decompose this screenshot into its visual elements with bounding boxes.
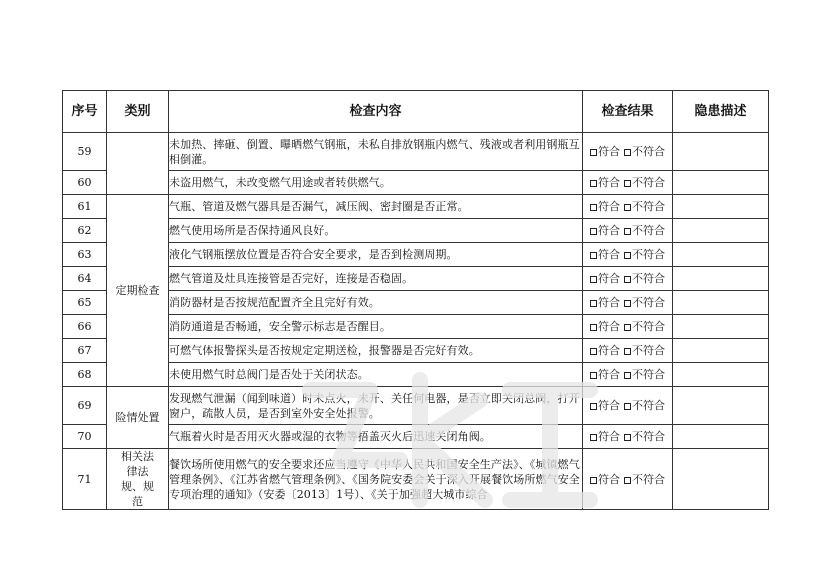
checkbox-square-icon[interactable] bbox=[590, 403, 597, 410]
checkbox-square-icon[interactable] bbox=[590, 477, 597, 484]
row-result bbox=[583, 387, 673, 425]
row-category: 相关法律法规、规范 bbox=[107, 449, 169, 510]
row-index: 66 bbox=[63, 315, 107, 339]
row-result bbox=[583, 425, 673, 449]
checkbox-fail[interactable] bbox=[624, 367, 665, 382]
table-row bbox=[63, 315, 769, 339]
checkbox-label: 不符合 bbox=[632, 224, 665, 237]
row-hazard-description[interactable] bbox=[673, 133, 769, 171]
row-hazard-description[interactable] bbox=[673, 195, 769, 219]
row-index: 60 bbox=[63, 171, 107, 195]
row-result bbox=[583, 363, 673, 387]
table-row bbox=[63, 219, 769, 243]
row-result bbox=[583, 219, 673, 243]
row-content: 燃气管道及灶具连接管是否完好，连接是否稳固。 bbox=[169, 267, 583, 291]
checkbox-square-icon[interactable] bbox=[590, 276, 597, 283]
table-row bbox=[63, 363, 769, 387]
checkbox-square-icon[interactable] bbox=[624, 403, 631, 410]
row-hazard-description[interactable] bbox=[673, 315, 769, 339]
checkbox-label: 符合 bbox=[598, 224, 620, 237]
checkbox-fail[interactable] bbox=[624, 223, 665, 238]
checkbox-label: 符合 bbox=[598, 296, 620, 309]
row-hazard-description[interactable] bbox=[673, 267, 769, 291]
row-index: 64 bbox=[63, 267, 107, 291]
row-hazard-description[interactable] bbox=[673, 339, 769, 363]
row-result bbox=[583, 339, 673, 363]
table-row bbox=[63, 339, 769, 363]
checkbox-label: 不符合 bbox=[632, 368, 665, 381]
table-row bbox=[63, 449, 769, 510]
row-content: 可燃气体报警探头是否按规定定期送检，报警器是否完好有效。 bbox=[169, 339, 583, 363]
checkbox-fail[interactable] bbox=[624, 343, 665, 358]
row-index: 67 bbox=[63, 339, 107, 363]
checkbox-label: 不符合 bbox=[632, 472, 665, 486]
checkbox-square-icon[interactable] bbox=[590, 149, 597, 156]
checkbox-pass[interactable] bbox=[590, 247, 620, 262]
checkbox-pass[interactable] bbox=[590, 199, 620, 214]
checkbox-fail[interactable] bbox=[624, 199, 665, 214]
table-header-row bbox=[63, 91, 769, 133]
row-content: 液化气钢瓶摆放位置是否符合安全要求，是否到检测周期。 bbox=[169, 243, 583, 267]
checkbox-pass[interactable] bbox=[590, 295, 620, 310]
row-hazard-description[interactable] bbox=[673, 425, 769, 449]
row-hazard-description[interactable] bbox=[673, 449, 769, 510]
checkbox-label: 不符合 bbox=[632, 145, 665, 158]
table-row bbox=[63, 133, 769, 171]
checkbox-square-icon[interactable] bbox=[590, 300, 597, 307]
checkbox-square-icon[interactable] bbox=[624, 372, 631, 379]
checkbox-square-icon[interactable] bbox=[624, 180, 631, 187]
row-index: 71 bbox=[63, 449, 107, 510]
checkbox-label: 不符合 bbox=[632, 272, 665, 285]
row-result bbox=[583, 291, 673, 315]
checkbox-pass[interactable] bbox=[590, 429, 620, 444]
checkbox-label: 符合 bbox=[598, 399, 620, 412]
row-content: 气瓶、管道及燃气器具是否漏气，减压阀、密封圈是否正常。 bbox=[169, 195, 583, 219]
checkbox-pass[interactable] bbox=[590, 223, 620, 238]
checkbox-pass[interactable] bbox=[590, 175, 620, 190]
row-result bbox=[583, 133, 673, 171]
checkbox-square-icon[interactable] bbox=[590, 324, 597, 331]
checkbox-pass[interactable] bbox=[590, 319, 620, 334]
row-category: 险情处置 bbox=[107, 387, 169, 449]
table-row bbox=[63, 243, 769, 267]
checkbox-square-icon[interactable] bbox=[590, 372, 597, 379]
checkbox-fail[interactable] bbox=[624, 175, 665, 190]
checkbox-label: 不符合 bbox=[632, 430, 665, 443]
row-content: 消防通道是否畅通，安全警示标志是否醒目。 bbox=[169, 315, 583, 339]
checkbox-label: 符合 bbox=[598, 145, 620, 158]
checkbox-fail[interactable] bbox=[624, 247, 665, 262]
checkbox-pass[interactable] bbox=[590, 271, 620, 286]
checkbox-label: 不符合 bbox=[632, 296, 665, 309]
row-index: 65 bbox=[63, 291, 107, 315]
row-index: 61 bbox=[63, 195, 107, 219]
row-hazard-description[interactable] bbox=[673, 219, 769, 243]
row-hazard-description[interactable] bbox=[673, 171, 769, 195]
row-index: 63 bbox=[63, 243, 107, 267]
row-content: 未使用燃气时总阀门是否处于关闭状态。 bbox=[169, 363, 583, 387]
row-content: 发现燃气泄漏（闻到味道）时未点火，未开、关任何电器，是否立即关闭总阀，打开窗户，疏散人员，是否到室外安全处报警。 bbox=[169, 387, 583, 425]
checkbox-fail[interactable] bbox=[624, 472, 665, 487]
checkbox-pass[interactable] bbox=[590, 367, 620, 382]
checkbox-fail[interactable] bbox=[624, 271, 665, 286]
row-result bbox=[583, 195, 673, 219]
checkbox-label: 符合 bbox=[598, 248, 620, 261]
checkbox-fail[interactable] bbox=[624, 144, 665, 159]
row-result bbox=[583, 171, 673, 195]
checkbox-square-icon[interactable] bbox=[624, 348, 631, 355]
header-category: 类别 bbox=[107, 91, 169, 133]
header-index: 序号 bbox=[63, 91, 107, 133]
checkbox-label: 符合 bbox=[598, 368, 620, 381]
row-content: 餐饮场所使用燃气的安全要求还应当遵守《中华人民共和国安全生产法》、《城镇燃气管理条例》、《江苏省燃气管理条例》、《国务院安委会关于深入开展餐饮场所燃气安全专项治理的通知》（安委〔2013〕1号）、《关于加强超大城市综合 bbox=[169, 449, 583, 510]
checkbox-fail[interactable] bbox=[624, 429, 665, 444]
checkbox-square-icon[interactable] bbox=[590, 348, 597, 355]
checkbox-square-icon[interactable] bbox=[624, 228, 631, 235]
checkbox-fail[interactable] bbox=[624, 295, 665, 310]
row-result bbox=[583, 267, 673, 291]
table-row bbox=[63, 267, 769, 291]
table-row bbox=[63, 425, 769, 449]
checkbox-fail[interactable] bbox=[624, 319, 665, 334]
row-hazard-description[interactable] bbox=[673, 291, 769, 315]
checkbox-label: 符合 bbox=[598, 200, 620, 213]
row-content: 气瓶着火时是否用灭火器或湿的衣物等捂盖灭火后迅速关闭角阀。 bbox=[169, 425, 583, 449]
checkbox-square-icon[interactable] bbox=[590, 228, 597, 235]
checkbox-square-icon[interactable] bbox=[624, 276, 631, 283]
header-result: 检查结果 bbox=[583, 91, 673, 133]
row-index: 70 bbox=[63, 425, 107, 449]
row-index: 68 bbox=[63, 363, 107, 387]
row-index: 69 bbox=[63, 387, 107, 425]
checkbox-square-icon[interactable] bbox=[624, 324, 631, 331]
checkbox-label: 符合 bbox=[598, 472, 620, 486]
row-category: 定期检查 bbox=[107, 195, 169, 387]
checkbox-label: 不符合 bbox=[632, 344, 665, 357]
row-content: 燃气使用场所是否保持通风良好。 bbox=[169, 219, 583, 243]
checkbox-fail[interactable] bbox=[624, 398, 665, 413]
checkbox-square-icon[interactable] bbox=[590, 434, 597, 441]
checkbox-square-icon[interactable] bbox=[624, 434, 631, 441]
checkbox-pass[interactable] bbox=[590, 472, 620, 487]
inspection-table bbox=[62, 90, 769, 510]
checkbox-square-icon[interactable] bbox=[624, 252, 631, 259]
row-index: 59 bbox=[63, 133, 107, 171]
header-content: 检查内容 bbox=[169, 91, 583, 133]
checkbox-square-icon[interactable] bbox=[590, 204, 597, 211]
row-index: 62 bbox=[63, 219, 107, 243]
row-content: 未加热、摔砸、倒置、曝晒燃气钢瓶，未私自排放钢瓶内燃气、残液或者利用钢瓶互相倒灌。 bbox=[169, 133, 583, 171]
row-result bbox=[583, 243, 673, 267]
row-content: 消防器材是否按规范配置齐全且完好有效。 bbox=[169, 291, 583, 315]
row-hazard-description[interactable] bbox=[673, 387, 769, 425]
row-hazard-description[interactable] bbox=[673, 243, 769, 267]
checkbox-label: 符合 bbox=[598, 176, 620, 189]
row-result bbox=[583, 449, 673, 510]
checkbox-label: 不符合 bbox=[632, 200, 665, 213]
checkbox-pass[interactable] bbox=[590, 144, 620, 159]
table-row bbox=[63, 387, 769, 425]
checkbox-square-icon[interactable] bbox=[590, 252, 597, 259]
checkbox-label: 符合 bbox=[598, 320, 620, 333]
row-hazard-description[interactable] bbox=[673, 363, 769, 387]
checkbox-square-icon[interactable] bbox=[624, 204, 631, 211]
checkbox-label: 符合 bbox=[598, 272, 620, 285]
row-content: 未盗用燃气，未改变燃气用途或者转供燃气。 bbox=[169, 171, 583, 195]
header-hazard: 隐患描述 bbox=[673, 91, 769, 133]
checkbox-label: 不符合 bbox=[632, 399, 665, 412]
row-result bbox=[583, 315, 673, 339]
row-category bbox=[107, 133, 169, 195]
checkbox-label: 不符合 bbox=[632, 176, 665, 189]
checkbox-label: 符合 bbox=[598, 344, 620, 357]
checkbox-label: 不符合 bbox=[632, 248, 665, 261]
checkbox-label: 不符合 bbox=[632, 320, 665, 333]
checkbox-square-icon[interactable] bbox=[624, 300, 631, 307]
checkbox-square-icon[interactable] bbox=[624, 149, 631, 156]
checkbox-pass[interactable] bbox=[590, 343, 620, 358]
table-row bbox=[63, 171, 769, 195]
table-row bbox=[63, 195, 769, 219]
checkbox-pass[interactable] bbox=[590, 398, 620, 413]
checkbox-square-icon[interactable] bbox=[624, 477, 631, 484]
table-row bbox=[63, 291, 769, 315]
checkbox-square-icon[interactable] bbox=[590, 180, 597, 187]
checkbox-label: 符合 bbox=[598, 430, 620, 443]
